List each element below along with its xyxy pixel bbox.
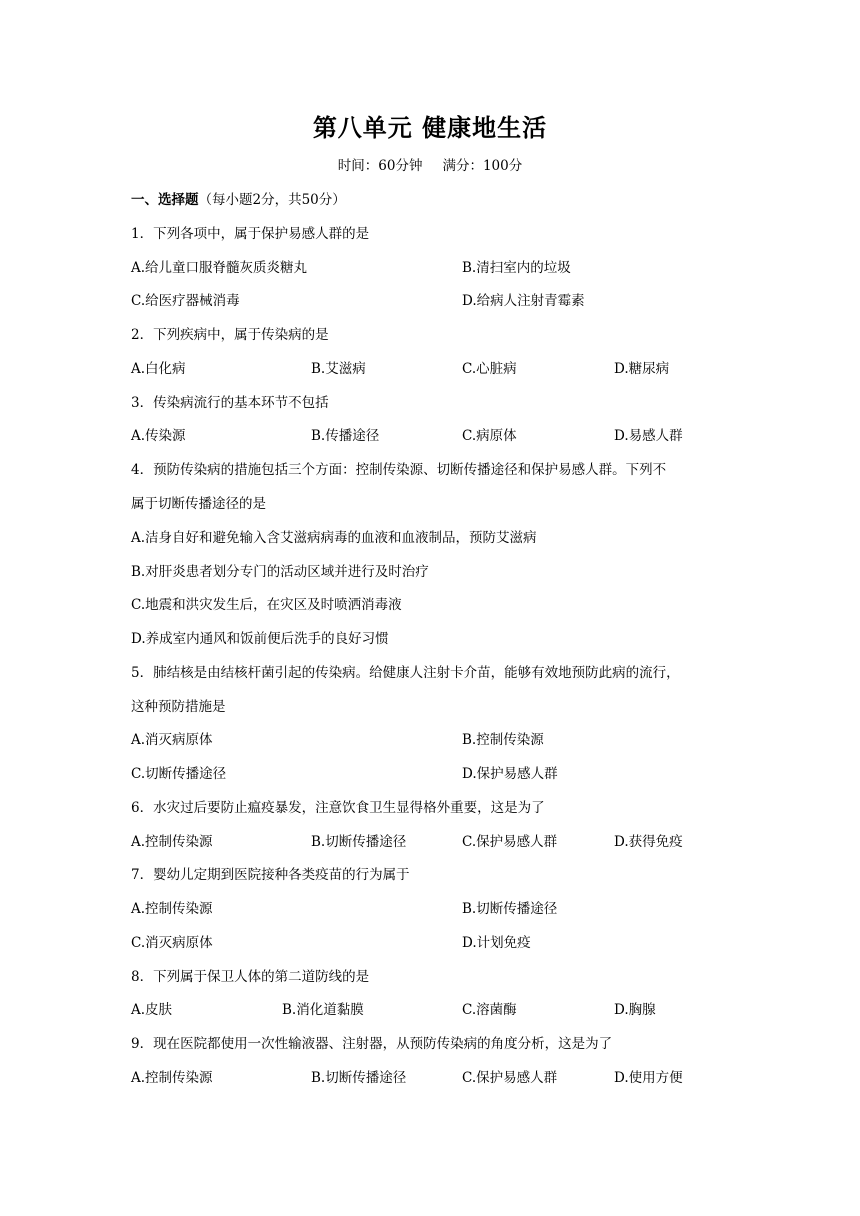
question-5-text-line-2: 这种预防措施是	[131, 699, 226, 715]
question-4-text-line-2: 属于切断传播途径的是	[131, 496, 266, 512]
question-2-option-b: B.艾滋病	[311, 361, 366, 377]
question-2-option-a: A.白化病	[131, 361, 186, 377]
question-2-option-d: D.糖尿病	[614, 361, 670, 377]
question-1-option-d: D.给病人注射青霉素	[462, 293, 585, 309]
question-7-option-b: B.切断传播途径	[462, 901, 558, 917]
question-4-option-d: D.养成室内通风和饭前便后洗手的良好习惯	[131, 631, 389, 647]
question-1-option-a: A.给儿童口服脊髓灰质炎糖丸	[131, 260, 308, 276]
question-1-option-b: B.清扫室内的垃圾	[462, 260, 571, 276]
question-3-text: 3．传染病流行的基本环节不包括	[131, 395, 329, 411]
question-7-text: 7．婴幼儿定期到医院接种各类疫苗的行为属于	[131, 867, 410, 883]
question-8-option-b: B.消化道黏膜	[282, 1002, 364, 1018]
question-4-option-a: A.洁身自好和避免输入含艾滋病病毒的血液和血液制品，预防艾滋病	[131, 530, 537, 546]
question-1-option-c: C.给医疗器械消毒	[131, 293, 240, 309]
question-5-text-line-1: 5．肺结核是由结核杆菌引起的传染病。给健康人注射卡介苗，能够有效地预防此病的流行，	[131, 665, 680, 681]
question-3-option-c: C.病原体	[462, 428, 517, 444]
question-5-option-d: D.保护易感人群	[462, 766, 558, 782]
question-6-text: 6．水灾过后要防止瘟疫暴发，注意饮食卫生显得格外重要，这是为了	[131, 800, 545, 816]
time-info: 时间：60分钟	[337, 158, 423, 174]
question-2-text: 2．下列疾病中，属于传染病的是	[131, 327, 329, 343]
question-9-option-a: A.控制传染源	[131, 1070, 213, 1086]
section-note: （每小题2分，共50分）	[198, 192, 346, 208]
question-6-option-b: B.切断传播途径	[311, 834, 407, 850]
question-6-option-a: A.控制传染源	[131, 834, 213, 850]
section-heading	[131, 189, 346, 211]
question-9-option-b: B.切断传播途径	[311, 1070, 407, 1086]
question-5-option-a: A.消灭病原体	[131, 732, 213, 748]
question-8-text: 8．下列属于保卫人体的第二道防线的是	[131, 969, 370, 985]
question-3-option-d: D.易感人群	[614, 428, 683, 444]
question-9-option-c: C.保护易感人群	[462, 1070, 558, 1086]
score-info: 满分：100分	[442, 158, 523, 174]
question-4-option-c: C.地震和洪灾发生后，在灾区及时喷洒消毒液	[131, 597, 402, 613]
question-9-option-d: D.使用方便	[614, 1070, 683, 1086]
question-9-text: 9．现在医院都使用一次性输液器、注射器，从预防传染病的角度分析，这是为了	[131, 1036, 613, 1052]
page-title: 第八单元 健康地生活	[312, 114, 548, 142]
question-1-text: 1．下列各项中，属于保护易感人群的是	[131, 226, 370, 242]
section-title: 一、选择题	[131, 192, 199, 208]
question-3-option-a: A.传染源	[131, 428, 186, 444]
question-4-option-b: B.对肝炎患者划分专门的活动区域并进行及时治疗	[131, 564, 429, 580]
question-7-option-d: D.计划免疫	[462, 935, 531, 951]
question-8-option-d: D.胸腺	[614, 1002, 656, 1018]
question-5-option-c: C.切断传播途径	[131, 766, 227, 782]
question-8-option-c: C.溶菌酶	[462, 1002, 517, 1018]
question-2-option-c: C.心脏病	[462, 361, 517, 377]
question-5-option-b: B.控制传染源	[462, 732, 544, 748]
question-3-option-b: B.传播途径	[311, 428, 380, 444]
question-8-option-a: A.皮肤	[131, 1002, 173, 1018]
question-7-option-c: C.消灭病原体	[131, 935, 213, 951]
question-4-text-line-1: 4．预防传染病的措施包括三个方面：控制传染源、切断传播途径和保护易感人群。下列不	[131, 462, 667, 478]
exam-info	[0, 155, 860, 177]
question-7-option-a: A.控制传染源	[131, 901, 213, 917]
question-6-option-c: C.保护易感人群	[462, 834, 558, 850]
question-6-option-d: D.获得免疫	[614, 834, 683, 850]
